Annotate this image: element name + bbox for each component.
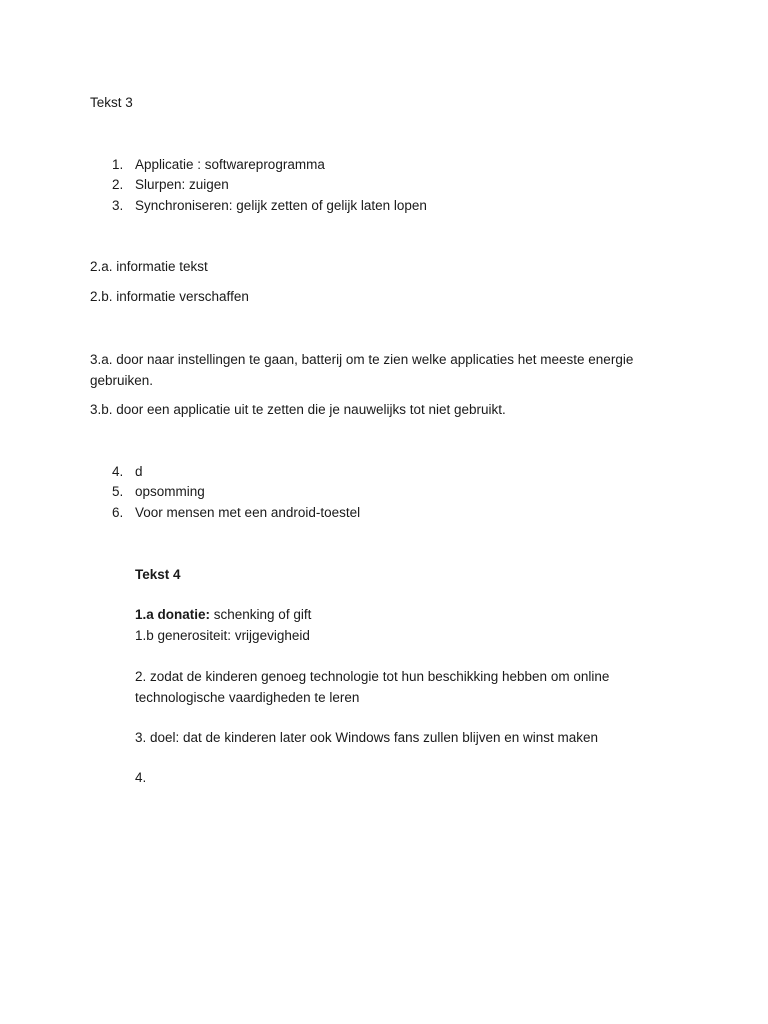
answer-1a xyxy=(135,605,311,625)
list-number: 6. xyxy=(112,504,124,520)
answer-2a: 2.a. informatie tekst xyxy=(90,259,208,274)
tekst4-heading xyxy=(135,565,181,585)
list-number: 4. xyxy=(112,464,124,479)
tekst3-heading: Tekst 3 xyxy=(90,95,133,110)
list-text: opsomming xyxy=(135,484,205,500)
list-text: Voor mensen met een android-toestel xyxy=(135,504,361,520)
list-number: 5. xyxy=(112,484,124,500)
answer-4: 4. xyxy=(135,770,147,785)
answer-3: 3. doel: dat de kinderen later ook Windows fans zullen blijven en winst maken xyxy=(135,730,599,745)
list-number: 1. xyxy=(112,157,124,172)
answer-3b: 3.b. door een applicatie uit te zetten die je nauwelijks tot niet gebruikt. xyxy=(90,402,506,417)
term-donatie: 1.a donatie: xyxy=(135,607,211,622)
answer-2b: 2.b. informatie verschaffen xyxy=(90,289,249,304)
list-text: Applicatie : softwareprogramma xyxy=(135,157,325,172)
list-number: 3. xyxy=(112,197,124,213)
list-text: d xyxy=(135,464,143,479)
list-number: 2. xyxy=(112,177,124,193)
tekst4-heading-text: Tekst 4 xyxy=(135,567,181,582)
answer-2: 2. zodat de kinderen genoeg technologie tot hun beschikking hebben om online technologische vaardigheden te leren xyxy=(135,669,610,705)
list-text: Slurpen: zuigen xyxy=(135,177,229,193)
answer-3a: 3.a. door naar instellingen te gaan, batterij om te zien welke applicaties het meeste energie gebruiken. xyxy=(90,352,634,388)
answer-1b: 1.b generositeit: vrijgevigheid xyxy=(135,628,310,643)
definition-donatie: schenking of gift xyxy=(210,607,312,622)
list-text: Synchroniseren: gelijk zetten of gelijk laten lopen xyxy=(135,197,427,213)
